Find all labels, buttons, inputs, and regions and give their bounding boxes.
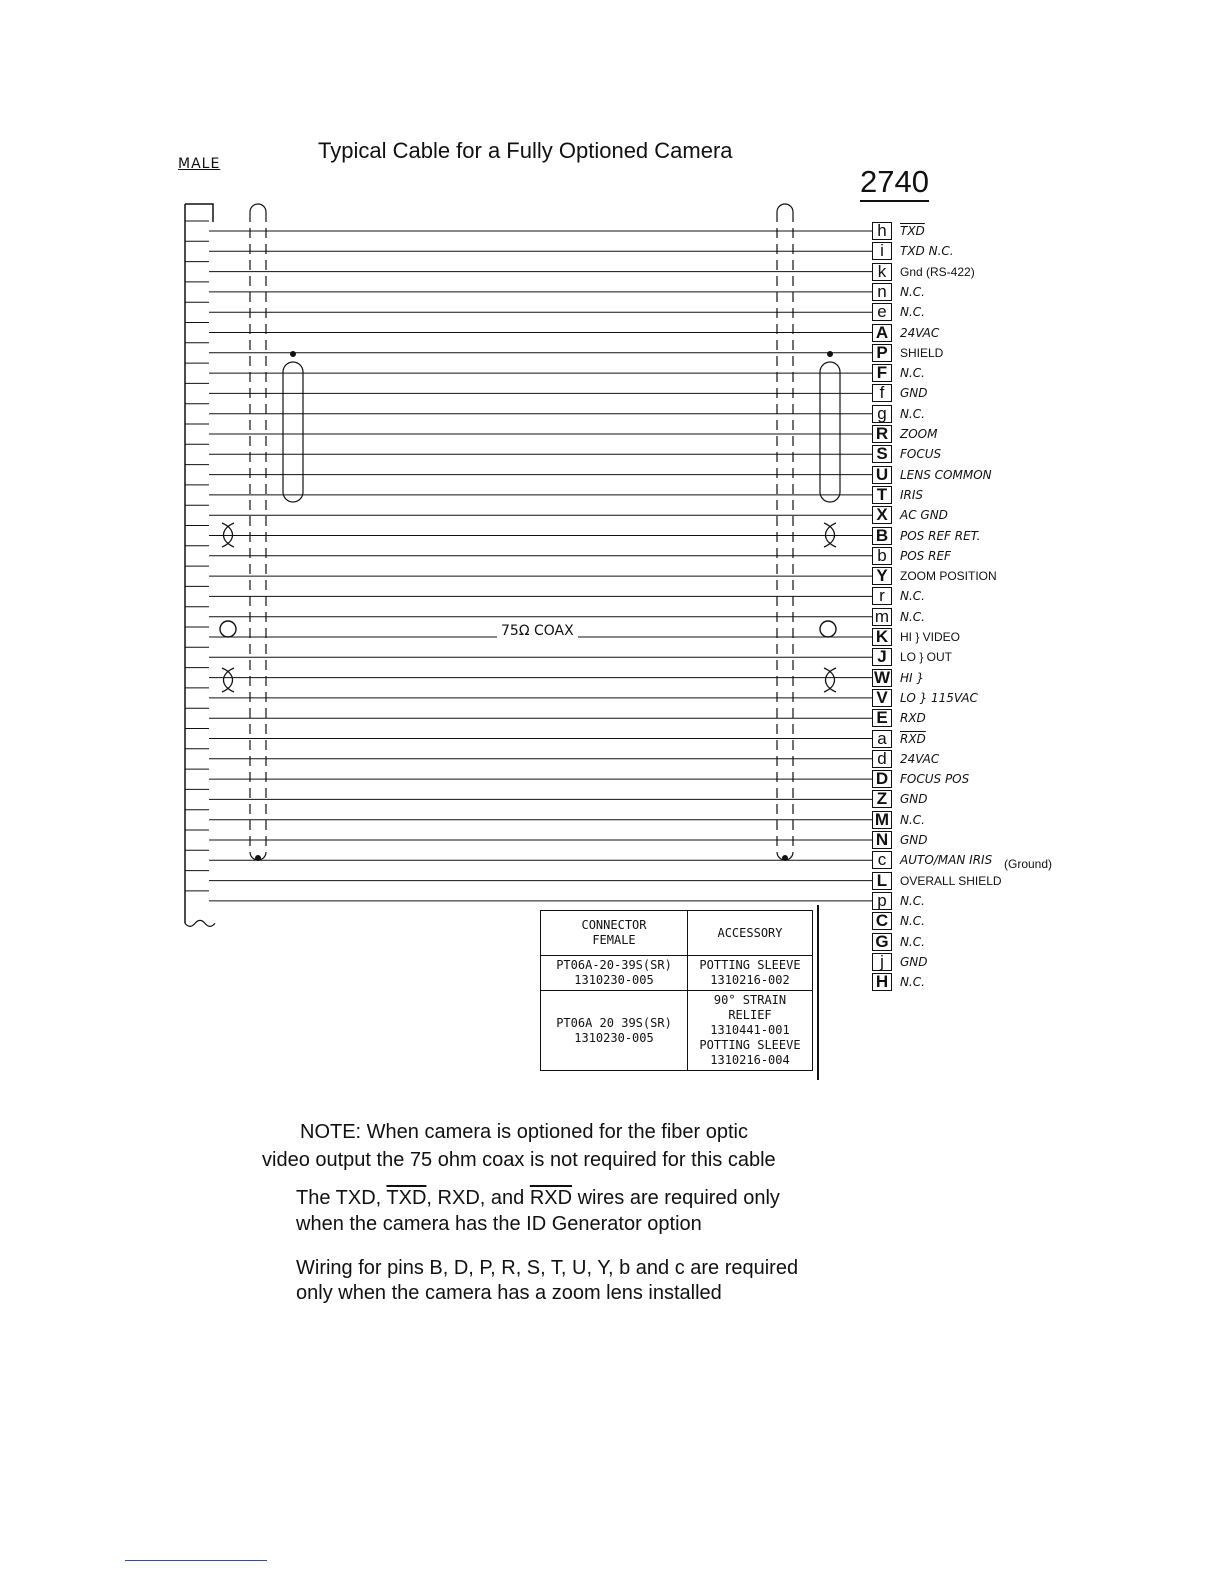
- pin-c: c: [872, 851, 892, 869]
- pin-label-i: TXD N.C.: [900, 244, 954, 259]
- pin-label-k: Gnd (RS-422): [900, 264, 975, 279]
- twisted-pair: [222, 668, 234, 692]
- pin-V: V: [872, 689, 892, 707]
- pin-E: E: [872, 709, 892, 727]
- table-header-connector: CONNECTOR FEMALE: [541, 911, 688, 956]
- pin-j: j: [872, 953, 892, 971]
- pin-label-S: FOCUS: [900, 447, 942, 462]
- left-connector-break: [185, 920, 215, 926]
- pin-label-a: $\overline{RXD}$: [900, 731, 926, 746]
- pin-label-F: N.C.: [900, 366, 925, 381]
- coax-label: 75Ω COAX: [497, 623, 578, 639]
- pin-label-g: N.C.: [900, 406, 925, 421]
- table-cell: 90° STRAIN RELIEF 1310441-001 POTTING SLEEVE 1310216-004: [688, 991, 813, 1071]
- pin-label-c: AUTO/MAN IRIS: [900, 853, 993, 868]
- pin-label-f: GND: [900, 386, 928, 401]
- pin-F: F: [872, 364, 892, 382]
- pin-M: M: [872, 811, 892, 829]
- overall-shield-top: [250, 204, 266, 212]
- pin-H: H: [872, 973, 892, 991]
- pin-m: m: [872, 608, 892, 626]
- pin-d: d: [872, 750, 892, 768]
- pin-label-R: ZOOM: [900, 427, 938, 441]
- pin-g: g: [872, 405, 892, 423]
- pin-label-B: POS REF RET.: [900, 528, 981, 543]
- pin-n: n: [872, 283, 892, 301]
- pin-B: B: [872, 527, 892, 545]
- pin-label-M: N.C.: [900, 812, 925, 827]
- coax-symbol: [220, 621, 236, 637]
- pin-X: X: [872, 506, 892, 524]
- pin-label-A: 24VAC: [900, 325, 940, 340]
- pin-T: T: [872, 486, 892, 504]
- shield-drain-dot: [290, 351, 296, 357]
- pin-label-h: $\overline{TXD}$: [900, 224, 925, 238]
- pin-e: e: [872, 303, 892, 321]
- pin-label-K: HI } VIDEO: [900, 630, 961, 644]
- pin-Z: Z: [872, 790, 892, 808]
- note-fiber-line1: NOTE: When camera is optioned for the fiber optic: [300, 1121, 748, 1143]
- pin-label-N: GND: [900, 833, 928, 847]
- pin-label-T: IRIS: [900, 487, 924, 502]
- pin-L: L: [872, 872, 892, 890]
- pin-A: A: [872, 324, 892, 342]
- pin-k: k: [872, 263, 892, 281]
- lens-shield: [283, 362, 303, 502]
- pin-label-X: AC GND: [900, 508, 948, 523]
- pin-label-U: LENS COMMON: [900, 467, 992, 482]
- pin-label-P: SHIELD: [900, 345, 944, 360]
- pin-label-H: N.C.: [900, 975, 925, 990]
- pin-label-E: RXD: [900, 711, 926, 726]
- ground-dot: [255, 855, 261, 861]
- table-cell: PT06A 20 39S(SR) 1310230-005: [541, 991, 688, 1071]
- table-cell: PT06A-20-39S(SR) 1310230-005: [541, 956, 688, 991]
- pin-P: P: [872, 344, 892, 362]
- pin-i: i: [872, 242, 892, 260]
- pin-N: N: [872, 831, 892, 849]
- footer-rule: [125, 1560, 267, 1561]
- pin-a: a: [872, 730, 892, 748]
- shield-drain-dot: [827, 351, 833, 357]
- pin-label-n: N.C.: [900, 284, 925, 299]
- pin-label-p: N.C.: [900, 893, 925, 908]
- pin-label-J: LO } OUT: [900, 650, 953, 665]
- coax-symbol: [820, 621, 836, 637]
- pin-label-b: POS REF: [900, 548, 951, 563]
- model-number: 2740: [860, 164, 929, 202]
- note-txd-rxd-line2: when the camera has the ID Generator option: [296, 1213, 702, 1235]
- pin-label-Y: ZOOM POSITION: [900, 569, 997, 584]
- pin-label-m: N.C.: [900, 609, 925, 624]
- pin-K: K: [872, 628, 892, 646]
- pin-label-G: N.C.: [900, 934, 925, 949]
- pin-f: f: [872, 384, 892, 402]
- overall-shield-top: [777, 204, 793, 212]
- table-cell: POTTING SLEEVE 1310216-002: [688, 956, 813, 991]
- pin-G: G: [872, 933, 892, 951]
- table-header-accessory: ACCESSORY: [688, 911, 813, 956]
- ground-dot: [782, 855, 788, 861]
- pin-label-L: OVERALL SHIELD: [900, 873, 1002, 888]
- pin-b: b: [872, 547, 892, 565]
- note-txd-rxd-line1: The TXD, $\overline{TXD}$, RXD, and $\overline{RXD}$ wires are required only: [296, 1187, 780, 1209]
- pin-J: J: [872, 648, 892, 666]
- pin-S: S: [872, 445, 892, 463]
- lens-shield: [820, 362, 840, 502]
- pin-label-r: N.C.: [900, 589, 925, 604]
- note-zoom-line1: Wiring for pins B, D, P, R, S, T, U, Y, b and c are required: [296, 1257, 799, 1279]
- pin-r: r: [872, 587, 892, 605]
- pin-label-d: 24VAC: [900, 751, 940, 766]
- pin-label-Z: GND: [900, 792, 928, 807]
- pin-D: D: [872, 770, 892, 788]
- pin-Y: Y: [872, 567, 892, 585]
- note-fiber-line2: video output the 75 ohm coax is not required for this cable: [262, 1149, 776, 1171]
- pin-U: U: [872, 466, 892, 484]
- diagram-title: Typical Cable for a Fully Optioned Camera: [318, 138, 733, 163]
- connector-table: [540, 910, 813, 1071]
- pin-W: W: [873, 667, 891, 687]
- pin-label-j: GND: [900, 954, 928, 969]
- twisted-pair: [824, 668, 836, 692]
- pin-label-D: FOCUS POS: [900, 772, 970, 787]
- pin-h: h: [872, 222, 892, 240]
- male-connector-label: MALE: [178, 156, 221, 172]
- pin-label-V: LO } 115VAC: [900, 690, 978, 705]
- left-connector-cap: [185, 204, 213, 222]
- pin-p: p: [872, 892, 892, 910]
- note-zoom-line2: only when the camera has a zoom lens installed: [296, 1282, 722, 1304]
- pin-label-e: N.C.: [900, 305, 925, 320]
- ground-note: (Ground): [1004, 857, 1053, 871]
- pin-C: C: [872, 912, 892, 930]
- pin-label-C: N.C.: [900, 914, 925, 929]
- pin-label-W: HI }: [900, 670, 925, 685]
- pin-R: R: [872, 425, 892, 443]
